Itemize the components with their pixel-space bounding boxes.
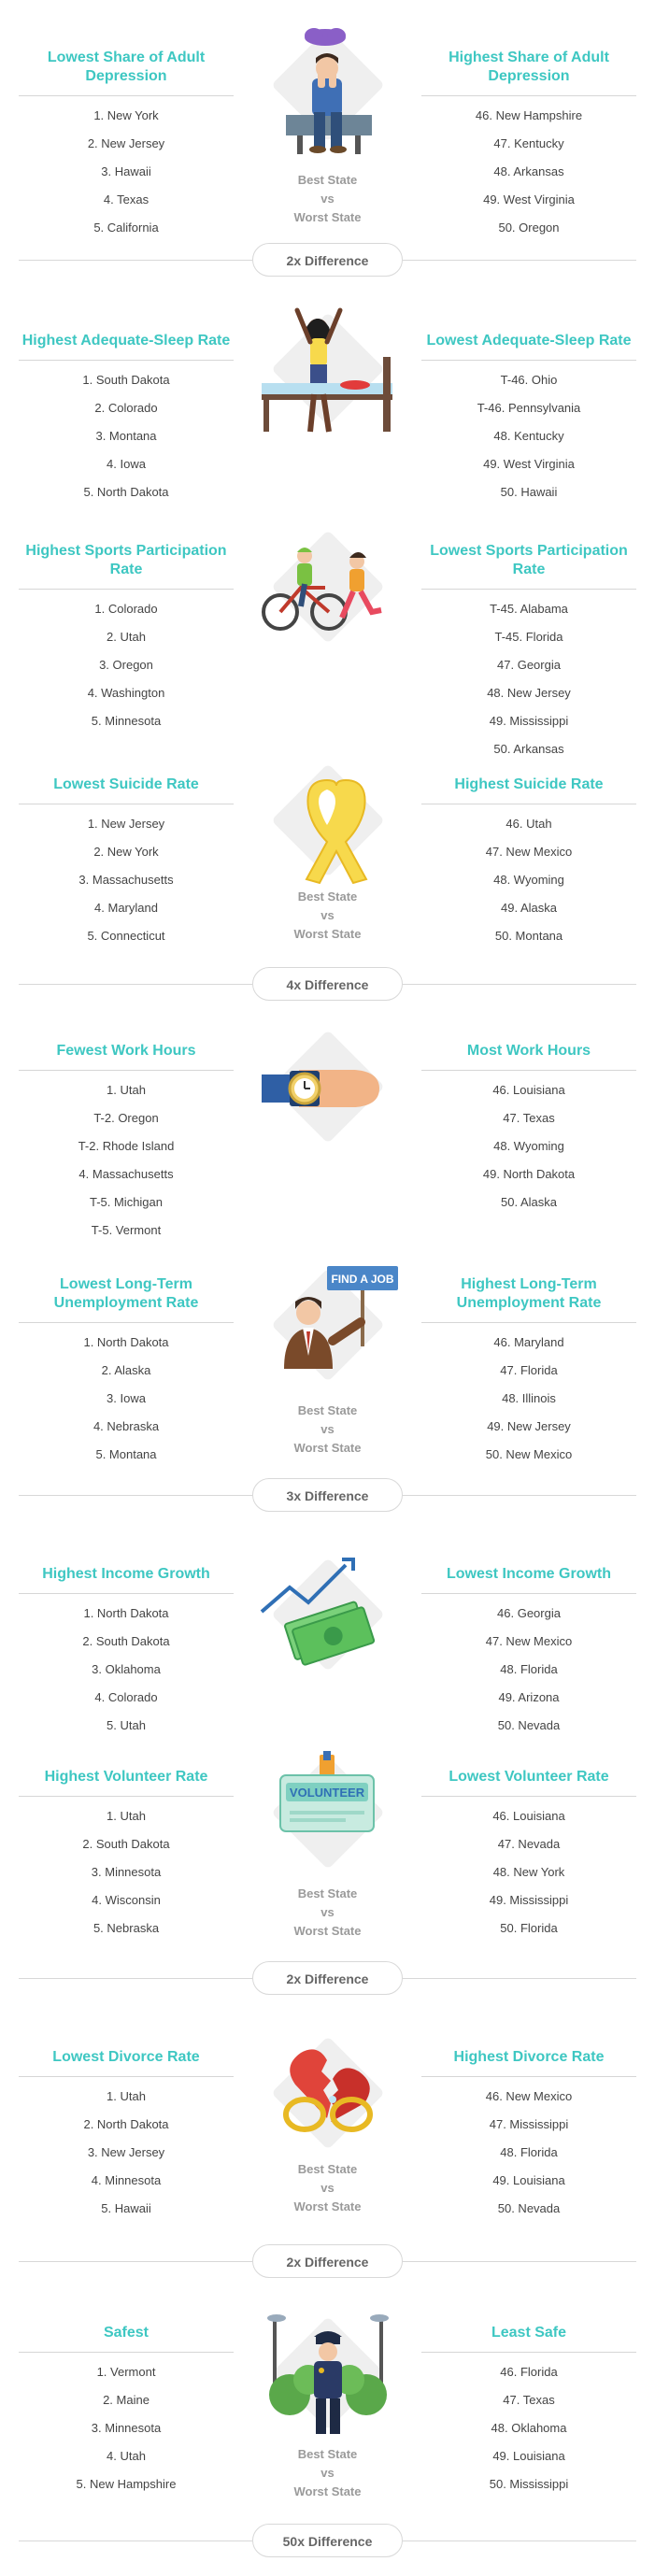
list-item: 5. Minnesota — [91, 714, 162, 728]
list-item: 48. Florida — [500, 2145, 558, 2159]
list-item: 1. Utah — [107, 1809, 146, 1823]
list-item: 47. Nevada — [497, 1837, 561, 1851]
column-title: Highest Volunteer Rate — [19, 1768, 234, 1797]
list-item: 1. New Jersey — [87, 817, 165, 831]
list-item: T-2. Oregon — [93, 1111, 159, 1125]
best-column — [19, 1565, 234, 1740]
list-item: 1. Utah — [107, 1083, 146, 1097]
list-item: 5. Connecticut — [87, 929, 165, 943]
find-a-job-sign-icon — [252, 1257, 403, 1397]
money-growth-icon — [252, 1546, 403, 1686]
list-item: 5. California — [93, 221, 159, 235]
worst-column — [421, 776, 636, 950]
list-item: 49. New Jersey — [487, 1419, 571, 1433]
list-item: 2. Colorado — [94, 401, 158, 415]
best-column — [19, 542, 234, 735]
cyclist-runner-icon — [252, 519, 403, 659]
worst-column — [421, 542, 636, 763]
column-title: Lowest Suicide Rate — [19, 776, 234, 804]
difference-badge: 2x Difference — [252, 2244, 403, 2278]
difference-row — [0, 2242, 655, 2280]
list-item: 50. Nevada — [497, 1718, 561, 1732]
list-item: 47. Texas — [503, 1111, 555, 1125]
list-item: 46. Louisiana — [492, 1809, 565, 1823]
list-item: 3. Iowa — [107, 1391, 146, 1405]
list-item: 1. North Dakota — [83, 1335, 169, 1349]
list-item: 5. Utah — [107, 1718, 146, 1732]
list-item: 49. Louisiana — [492, 2173, 565, 2187]
waking-person-bed-icon — [252, 301, 403, 441]
best-vs-worst-label: Best State vs Worst State — [293, 2162, 362, 2213]
list-item: 4. Iowa — [107, 457, 146, 471]
difference-badge: 2x Difference — [252, 243, 403, 277]
column-title: Most Work Hours — [421, 1042, 636, 1071]
depressed-person-icon — [252, 26, 403, 166]
list-item: 4. Minnesota — [91, 2173, 162, 2187]
best-vs-worst-label: Best State vs Worst State — [293, 2447, 362, 2498]
list-item: 2. New York — [93, 845, 159, 859]
list-item: 4. Massachusetts — [78, 1167, 174, 1181]
difference-row — [0, 965, 655, 1003]
list-item: 48. Arkansas — [493, 164, 564, 178]
best-column — [19, 1042, 234, 1245]
worst-column — [421, 332, 636, 506]
list-item: 47. Kentucky — [493, 136, 564, 150]
list-item: 4. Texas — [103, 192, 150, 206]
column-title: Fewest Work Hours — [19, 1042, 234, 1071]
list-item: 2. North Dakota — [83, 2117, 169, 2131]
list-item: 50. Hawaii — [500, 485, 558, 499]
list-item: 2. South Dakota — [82, 1837, 170, 1851]
list-item: 48. Kentucky — [493, 429, 564, 443]
list-item: 46. Florida — [500, 2365, 558, 2379]
list-item: 2. Alaska — [101, 1363, 151, 1377]
list-item: 46. Maryland — [493, 1335, 564, 1349]
list-item: 4. Maryland — [94, 901, 158, 915]
list-item: 47. New Mexico — [485, 845, 573, 859]
column-title: Lowest Adequate-Sleep Rate — [421, 332, 636, 361]
list-item: 47. Florida — [500, 1363, 558, 1377]
police-officer-icon — [252, 2305, 403, 2445]
list-item: 47. New Mexico — [485, 1634, 573, 1648]
column-title: Highest Suicide Rate — [421, 776, 636, 804]
list-item: 48. Oklahoma — [491, 2421, 567, 2435]
list-item: 3. Oregon — [99, 658, 153, 672]
list-item: 3. Massachusetts — [78, 873, 174, 887]
list-item: 5. Montana — [95, 1447, 157, 1461]
best-column — [19, 776, 234, 950]
column-title: Highest Share of Adult Depression — [421, 49, 636, 96]
best-vs-worst-label: Best State vs Worst State — [293, 890, 362, 941]
list-item: 49. West Virginia — [483, 457, 575, 471]
list-item: 5. Hawaii — [101, 2201, 151, 2215]
difference-badge: 4x Difference — [252, 967, 403, 1001]
worst-column — [421, 2048, 636, 2223]
list-item: 3. New Jersey — [87, 2145, 165, 2159]
column-title: Highest Long-Term Unemployment Rate — [421, 1275, 636, 1323]
list-item: 5. New Hampshire — [76, 2477, 177, 2491]
difference-badge: 50x Difference — [252, 2524, 403, 2557]
column-title: Lowest Volunteer Rate — [421, 1768, 636, 1797]
list-item: 48. Wyoming — [493, 873, 564, 887]
list-item: 50. Mississippi — [489, 2477, 569, 2491]
list-item: 5. Nebraska — [93, 1921, 160, 1935]
list-item: 46. Utah — [505, 817, 552, 831]
list-item: 48. Wyoming — [493, 1139, 564, 1153]
worst-column — [421, 2324, 636, 2498]
best-vs-worst-label: Best State vs Worst State — [293, 1886, 362, 1938]
worst-column — [421, 1275, 636, 1469]
worst-column — [421, 49, 636, 242]
difference-row — [0, 1959, 655, 1997]
list-item: 47. Mississippi — [489, 2117, 569, 2131]
column-title: Highest Sports Participation Rate — [19, 542, 234, 590]
list-item: 50. Montana — [494, 929, 563, 943]
list-item: 1. North Dakota — [83, 1606, 169, 1620]
list-item: 5. North Dakota — [83, 485, 169, 499]
list-item: T-2. Rhode Island — [78, 1139, 175, 1153]
list-item: 48. Illinois — [502, 1391, 556, 1405]
list-item: 50. Arkansas — [493, 742, 564, 756]
list-item: 49. Louisiana — [492, 2449, 565, 2463]
list-item: 2. New Jersey — [87, 136, 165, 150]
column-title: Safest — [19, 2324, 234, 2353]
broken-heart-rings-icon — [252, 2025, 403, 2165]
column-title: Lowest Long-Term Unemployment Rate — [19, 1275, 234, 1323]
list-item: 46. Georgia — [497, 1606, 561, 1620]
list-item: 49. North Dakota — [482, 1167, 576, 1181]
list-item: 4. Wisconsin — [92, 1893, 161, 1907]
list-item: 48. New Jersey — [487, 686, 571, 700]
list-item: 4. Colorado — [94, 1690, 158, 1704]
difference-row — [0, 2522, 655, 2559]
difference-row — [0, 1476, 655, 1514]
list-item: 50. Florida — [500, 1921, 558, 1935]
list-item: 49. West Virginia — [483, 192, 575, 206]
list-item: 3. Montana — [95, 429, 157, 443]
yellow-ribbon-icon — [252, 752, 403, 892]
list-item: 2. Maine — [103, 2393, 150, 2407]
list-item: T-5. Vermont — [91, 1223, 162, 1237]
column-title: Highest Income Growth — [19, 1565, 234, 1594]
difference-badge: 3x Difference — [252, 1478, 403, 1512]
list-item: 50. Alaska — [501, 1195, 557, 1209]
column-title: Lowest Share of Adult Depression — [19, 49, 234, 96]
best-column — [19, 1275, 234, 1469]
list-item: T-45. Florida — [494, 630, 563, 644]
difference-row — [0, 241, 655, 278]
column-title: Lowest Sports Participation Rate — [421, 542, 636, 590]
list-item: 2. Utah — [107, 630, 146, 644]
list-item: 47. Georgia — [497, 658, 561, 672]
list-item: 49. Arizona — [498, 1690, 560, 1704]
list-item: T-45. Alabama — [490, 602, 568, 616]
list-item: 3. Minnesota — [91, 2421, 162, 2435]
list-item: 46. New Mexico — [485, 2089, 573, 2103]
column-title: Highest Adequate-Sleep Rate — [19, 332, 234, 361]
list-item: 46. Louisiana — [492, 1083, 565, 1097]
list-item: T-46. Pennsylvania — [477, 401, 581, 415]
column-title: Highest Divorce Rate — [421, 2048, 636, 2077]
difference-badge: 2x Difference — [252, 1961, 403, 1995]
best-column — [19, 332, 234, 506]
list-item: 48. Florida — [500, 1662, 558, 1676]
list-item: 1. Utah — [107, 2089, 146, 2103]
list-item: 1. Vermont — [96, 2365, 156, 2379]
list-item: T-46. Ohio — [500, 373, 558, 387]
best-column — [19, 1768, 234, 1943]
list-item: 3. Minnesota — [91, 1865, 162, 1879]
list-item: 50. Oregon — [498, 221, 560, 235]
list-item: 47. Texas — [503, 2393, 555, 2407]
best-vs-worst-label: Best State vs Worst State — [293, 173, 362, 224]
worst-column — [421, 1768, 636, 1943]
list-item: 4. Utah — [107, 2449, 146, 2463]
worst-column — [421, 1565, 636, 1740]
list-item: 4. Washington — [87, 686, 165, 700]
best-column — [19, 2324, 234, 2498]
wristwatch-icon — [252, 1018, 403, 1159]
best-column — [19, 49, 234, 242]
list-item: 50. Nevada — [497, 2201, 561, 2215]
best-column — [19, 2048, 234, 2223]
list-item: 1. South Dakota — [82, 373, 170, 387]
list-item: 49. Mississippi — [489, 714, 569, 728]
svg-text:VOLUNTEER: VOLUNTEER — [289, 1786, 365, 1800]
column-title: Lowest Income Growth — [421, 1565, 636, 1594]
worst-column — [421, 1042, 636, 1217]
list-item: 46. New Hampshire — [475, 108, 583, 122]
list-item: 1. Colorado — [94, 602, 158, 616]
column-title: Least Safe — [421, 2324, 636, 2353]
list-item: 4. Nebraska — [93, 1419, 160, 1433]
list-item: 1. New York — [93, 108, 159, 122]
list-item: T-5. Michigan — [89, 1195, 164, 1209]
list-item: 48. New York — [492, 1865, 565, 1879]
list-item: 2. South Dakota — [82, 1634, 170, 1648]
list-item: 3. Hawaii — [101, 164, 151, 178]
list-item: 3. Oklahoma — [92, 1662, 161, 1676]
best-vs-worst-label: Best State vs Worst State — [293, 1403, 362, 1455]
svg-text:FIND A JOB: FIND A JOB — [331, 1273, 394, 1286]
list-item: 49. Alaska — [501, 901, 557, 915]
list-item: 49. Mississippi — [489, 1893, 569, 1907]
volunteer-badge-icon — [252, 1749, 403, 1889]
list-item: 50. New Mexico — [485, 1447, 573, 1461]
column-title: Lowest Divorce Rate — [19, 2048, 234, 2077]
